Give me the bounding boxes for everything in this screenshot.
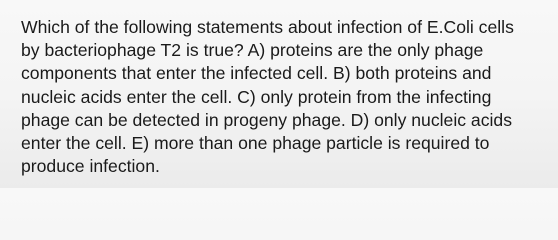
question-line: produce infection. xyxy=(21,156,160,177)
question-line: enter the cell. E) more than one phage particle is required to xyxy=(21,133,490,154)
question-line: components that enter the infected cell. B) both proteins and xyxy=(21,63,492,84)
question-line: nucleic acids enter the cell. C) only protein from the infecting xyxy=(21,86,492,107)
question-line: phage can be detected in progeny phage. D) only nucleic acids xyxy=(21,109,513,130)
question-line: by bacteriophage T2 is true? A) proteins are the only phage xyxy=(21,40,484,61)
question-text xyxy=(21,16,540,178)
question-line: Which of the following statements about infection of E.Coli cells xyxy=(21,17,514,37)
